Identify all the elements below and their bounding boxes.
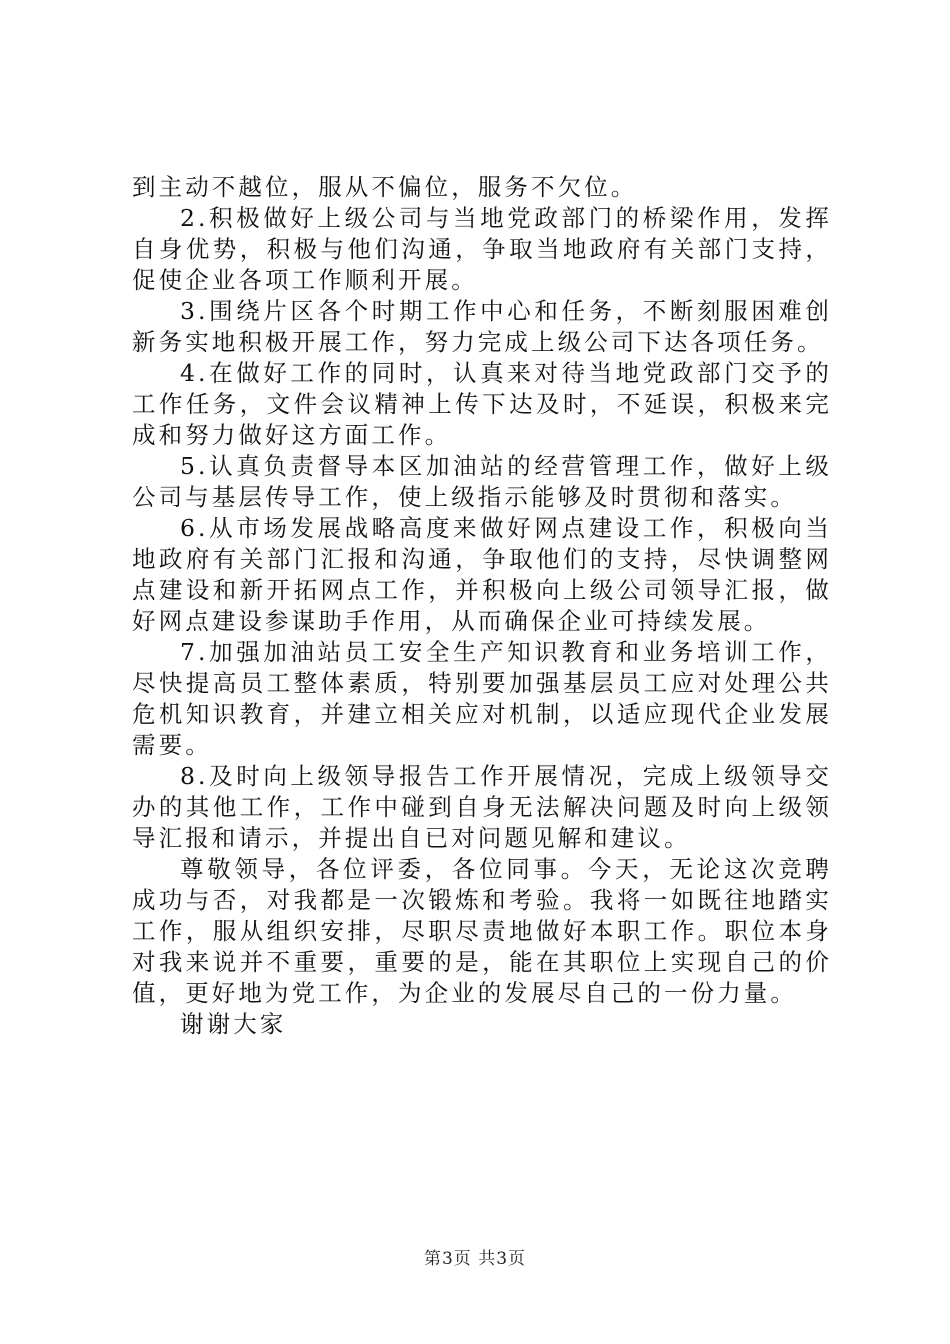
paragraph-thanks: 谢谢大家 bbox=[180, 1010, 287, 1038]
paragraph-item-4: 4.在做好工作的同时，认真来对待当地党政部门交予的工作任务，文件会议精神上传下达及时，不延误，积极来完成和努力做好这方面工作。 bbox=[132, 359, 832, 449]
paragraph-item-6: 6.从市场发展战略高度来做好网点建设工作，积极向当地政府有关部门汇报和沟通，争取他们的支持，尽快调整网点建设和新开拓网点工作，并积极向上级公司领导汇报，做好网点建设参谋助手作用，从而确保企业可持续发展。 bbox=[132, 514, 832, 635]
page-footer bbox=[0, 1244, 950, 1269]
paragraph-item-3: 3.围绕片区各个时期工作中心和任务，不断刻服困难创新务实地积极开展工作，努力完成上级公司下达各项任务。 bbox=[132, 297, 832, 356]
document-body bbox=[132, 172, 832, 1040]
page-number: 第3页 共3页 bbox=[423, 1249, 527, 1269]
paragraph-closing: 尊敬领导，各位评委，各位同事。今天，无论这次竞聘成功与否，对我都是一次锻炼和考验。我将一如既往地踏实工作，服从组织安排，尽职尽责地做好本职工作。职位本身对我来说并不重要，重要的是，能在其职位上实现自己的价值，更好地为党工作，为企业的发展尽自己的一份力量。 bbox=[132, 855, 832, 1007]
paragraph-item-7: 7.加强加油站员工安全生产知识教育和业务培训工作，尽快提高员工整体素质，特别要加强基层员工应对处理公共危机知识教育，并建立相关应对机制，以适应现代企业发展需要。 bbox=[132, 638, 832, 759]
paragraph-item-8: 8.及时向上级领导报告工作开展情况，完成上级领导交办的其他工作，工作中碰到自身无法解决问题及时向上级领导汇报和请示，并提出自已对问题见解和建议。 bbox=[132, 762, 832, 852]
paragraph-item-5: 5.认真负责督导本区加油站的经营管理工作，做好上级公司与基层传导工作，使上级指示能够及时贯彻和落实。 bbox=[132, 452, 832, 511]
paragraph-item-2: 2.积极做好上级公司与当地党政部门的桥梁作用，发挥自身优势，积极与他们沟通，争取当地政府有关部门支持，促使企业各项工作顺利开展。 bbox=[132, 204, 832, 294]
paragraph-continuation: 到主动不越位，服从不偏位，服务不欠位。 bbox=[132, 173, 638, 201]
